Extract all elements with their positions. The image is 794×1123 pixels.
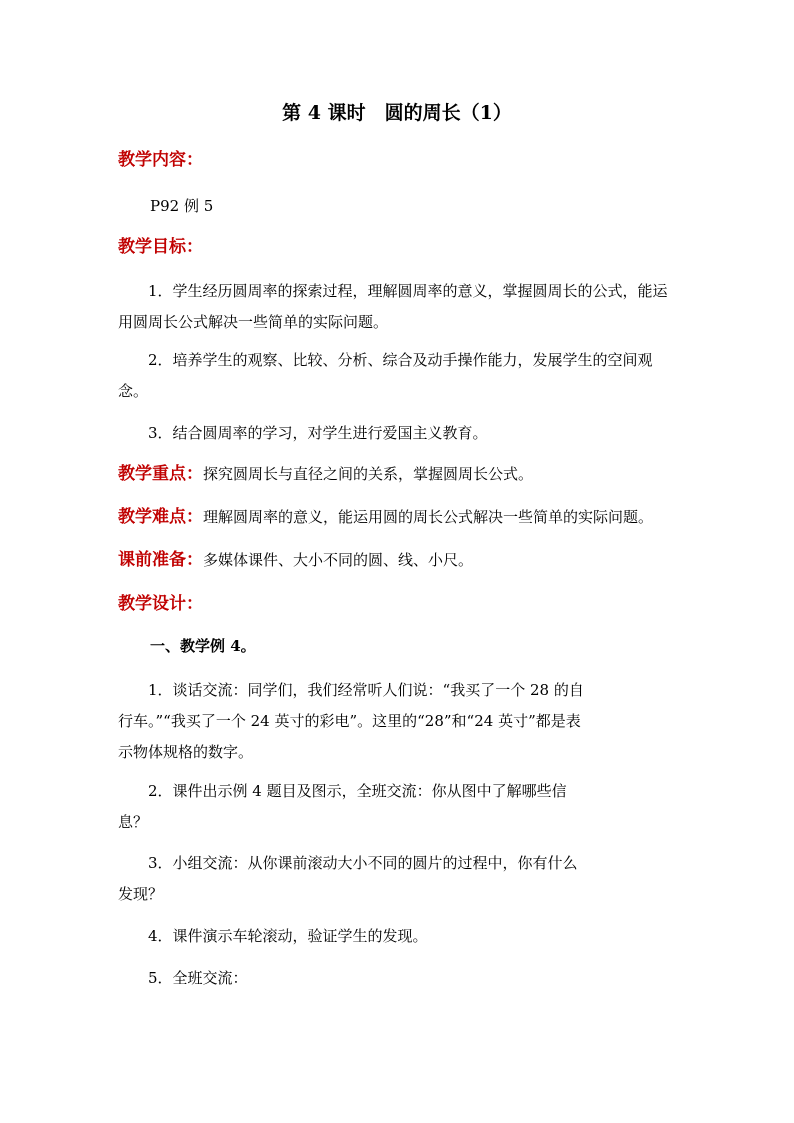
step-item-1: 1．谈话交流：同学们，我们经常听人们说：“我买了一个 28 的自行车。”“我买了一个 24 英寸的彩电”。这里的“28”和“24 英寸”都是表示物体规格的数字。 [118, 681, 584, 761]
goals-heading: 教学目标： [118, 237, 203, 257]
difficulty-line [118, 507, 653, 527]
preparation-text: 多媒体课件、大小不同的圆、线、小尺。 [203, 551, 474, 569]
goal-item-2: 2．培养学生的观察、比较、分析、综合及动手操作能力，发展学生的空间观念。 [118, 351, 653, 400]
step-item-4: 4．课件演示车轮滚动，验证学生的发现。 [148, 927, 428, 945]
goal-item-3: 3．结合圆周率的学习，对学生进行爱国主义教育。 [148, 424, 488, 442]
key-point-line [118, 464, 533, 484]
step-item-5: 5．全班交流： [148, 969, 248, 987]
section-heading: 一、教学例 4。 [150, 637, 256, 655]
step-item-3: 3．小组交流：从你课前滚动大小不同的圆片的过程中，你有什么发现？ [118, 854, 578, 903]
preparation-heading: 课前准备： [118, 550, 203, 570]
step-item-2: 2．课件出示例 4 题目及图示，全班交流：你从图中了解哪些信息？ [118, 782, 567, 831]
design-heading: 教学设计： [118, 594, 203, 614]
difficulty-text: 理解圆周率的意义，能运用圆的周长公式解决一些简单的实际问题。 [203, 508, 654, 526]
preparation-line [118, 550, 473, 570]
content-heading: 教学内容： [118, 150, 203, 170]
difficulty-heading: 教学难点： [118, 507, 203, 527]
goal-item-1: 1．学生经历圆周率的探索过程，理解圆周率的意义，掌握圆周长的公式，能运用圆周长公式解决一些简单的实际问题。 [118, 282, 668, 331]
page-title: 第 4 课时 圆的周长（1） [282, 102, 512, 124]
key-point-text: 探究圆周长与直径之间的关系，掌握圆周长公式。 [203, 465, 534, 483]
key-point-heading: 教学重点： [118, 464, 203, 484]
content-text: P92 例 5 [150, 197, 214, 215]
